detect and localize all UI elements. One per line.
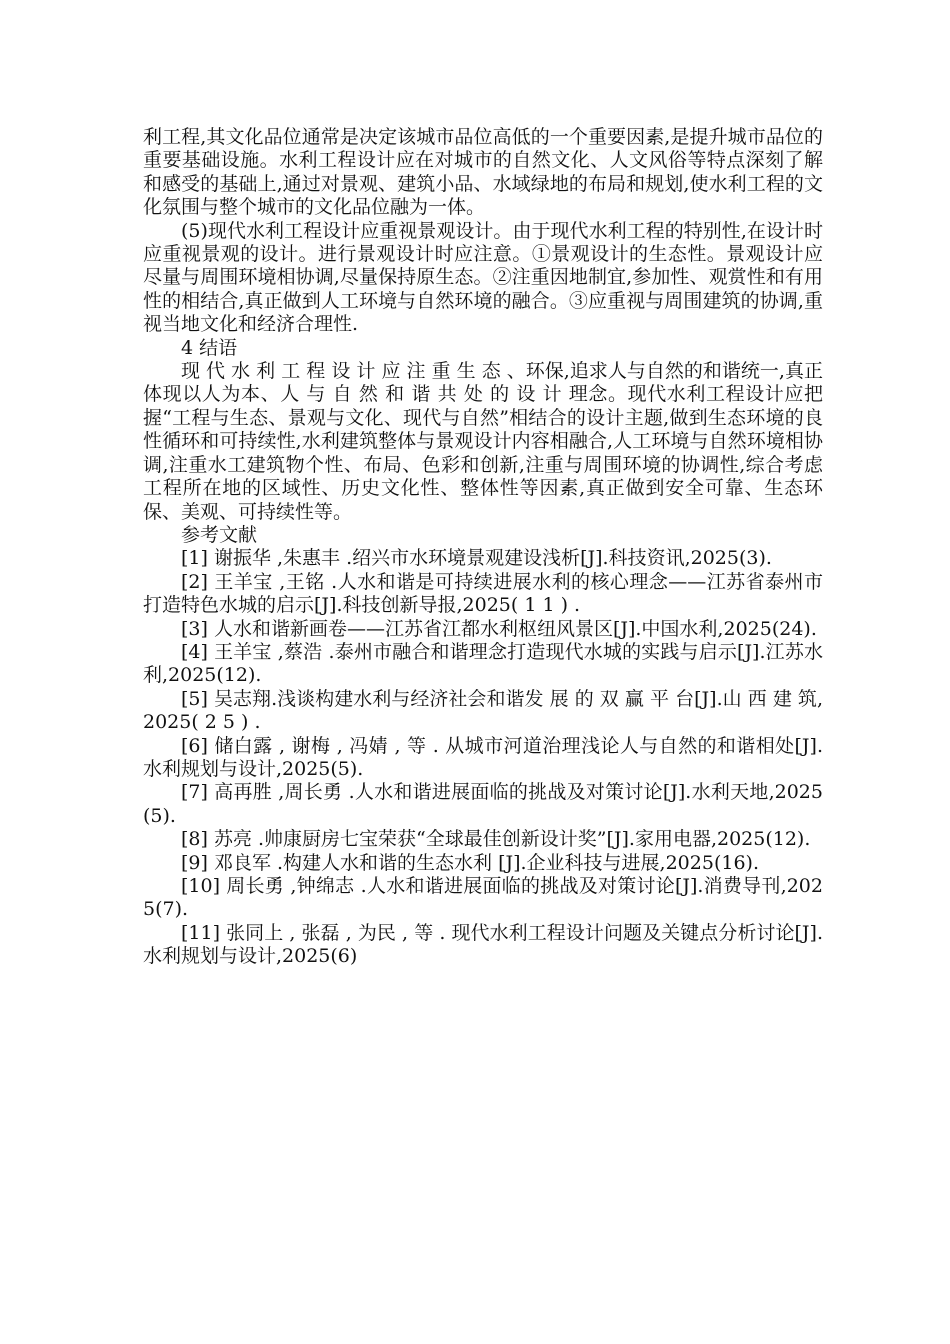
reference-item: [10] 周长勇 ,钟绵志 .人水和谐进展面临的挑战及对策讨论[J].消费导刊,2025(7). bbox=[143, 875, 823, 921]
document-page bbox=[143, 126, 823, 969]
reference-item: [8] 苏亮 .帅康厨房七宝荣获“全球最佳创新设计奖”[J].家用电器,2025(12). bbox=[181, 828, 811, 851]
paragraph-landscape-design: (5)现代水利工程设计应重视景观设计。由于现代水利工程的特别性,在设计时应重视景观的设计。进行景观设计时应注意。①景观设计的生态性。景观设计应尽量与周围环境相协调,尽量保持原生态。②注重因地制宜,参加性、观赏性和有用性的相结合,真正做到人工环境与自然环境的融合。③应重视与周围建筑的协调,重视当地文化和经济合理性. bbox=[143, 219, 823, 336]
paragraph-conclusion: 现 代 水 利 工 程 设 计 应 注 重 生 态 、环保,追求人与自然的和谐统一,真正体现以人为本、人 与 自 然 和 谐 共 处 的 设 计 理念。现代水利工程设计应把握“工程与生态、景观与文化、现代与自然”相结合的设计主题,做到生态环境的良性循环和可持续性,水利建筑整体与景观设计内容相融合,人工环境与自然环境相协调,注重水工建筑物个性、布局、色彩和创新,注重与周围环境的协调性,综合考虑工程所在地的区域性、历史文化性、整体性等因素,真正做到安全可靠、生态环保、美观、可持续性等。 bbox=[143, 360, 823, 523]
reference-item: [9] 邓良军 .构建人水和谐的生态水利 [J].企业科技与进展,2025(16). bbox=[181, 851, 759, 874]
section-heading-conclusion: 4 结语 bbox=[181, 336, 238, 359]
references-heading: 参考文献 bbox=[181, 523, 258, 546]
reference-item: [3] 人水和谐新画卷——江苏省江都水利枢纽风景区[J].中国水利,2025(24). bbox=[181, 617, 817, 640]
reference-item: [1] 谢振华 ,朱惠丰 .绍兴市水环境景观建设浅析[J].科技资讯,2025(3). bbox=[181, 547, 772, 570]
reference-item: [6] 储白露 , 谢梅 , 冯婧 , 等 . 从城市河道治理浅论人与自然的和谐相处[J].水利规划与设计,2025(5). bbox=[143, 734, 823, 780]
reference-item: [7] 高再胜 ,周长勇 .人水和谐进展面临的挑战及对策讨论[J].水利天地,2025(5). bbox=[143, 781, 823, 827]
reference-item: [11] 张同上 , 张磊 , 为民 , 等 . 现代水利工程设计问题及关键点分析讨论[J].水利规划与设计,2025(6) bbox=[143, 921, 823, 968]
paragraph-continued: 利工程,其文化品位通常是决定该城市品位高低的一个重要因素,是提升城市品位的重要基础设施。水利工程设计应在对城市的自然文化、人文风俗等特点深刻了解和感受的基础上,通过对景观、建筑小品、水域绿地的布局和规划,使水利工程的文化氛围与整个城市的文化品位融为一体。 bbox=[143, 126, 823, 219]
reference-item: [2] 王羊宝 ,王铭 .人水和谐是可持续进展水利的核心理念——江苏省泰州市打造特色水城的启示[J].科技创新导报,2025( 1 1 ) . bbox=[143, 570, 823, 617]
reference-item: [4] 王羊宝 ,蔡浩 .泰州市融合和谐理念打造现代水城的实践与启示[J].江苏水利,2025(12). bbox=[143, 640, 823, 687]
reference-item: [5] 吴志翔.浅谈构建水利与经济社会和谐发 展 的 双 赢 平 台[J].山 西 建 筑,2025( 2 5 ) . bbox=[143, 687, 823, 734]
